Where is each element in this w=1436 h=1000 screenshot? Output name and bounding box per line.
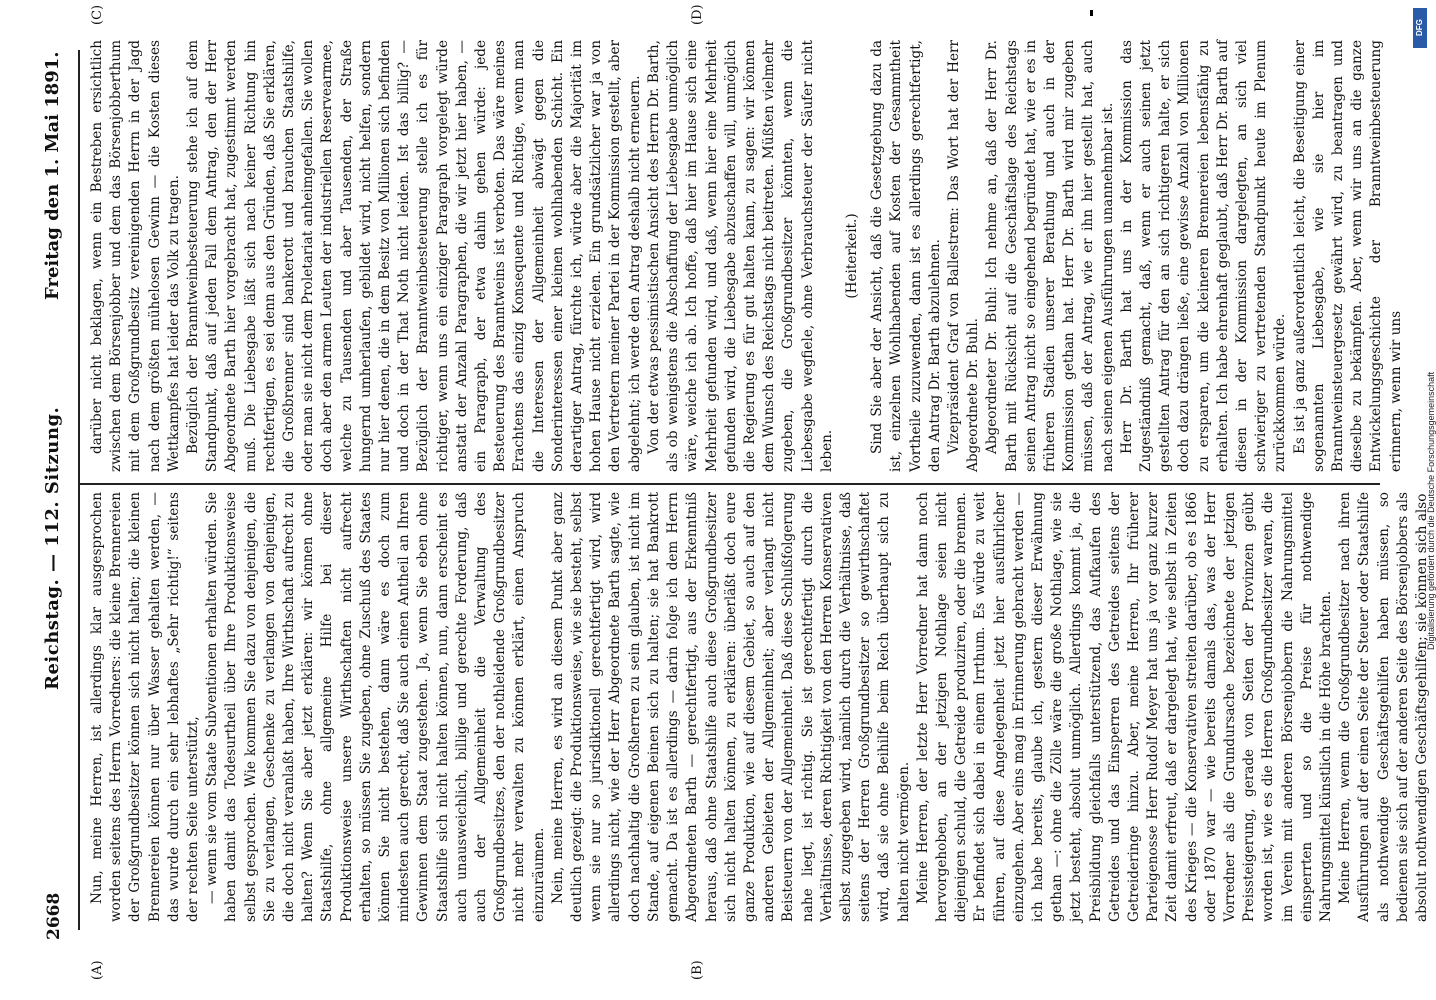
left-column xyxy=(88,492,1432,922)
page-header xyxy=(40,50,74,940)
page-number: 2668 xyxy=(44,892,64,940)
paragraph: Sind Sie aber der Ansicht, daß die Gesetzgebung dazu da ist, einzelnen Wohlhabenden auf Kosten der Gesammtheit Vortheile zuzuwenden, dann ist es allerdings gerechtfertigt, den Antrag Dr. Barth abzulehnen. xyxy=(869,40,943,472)
paragraph: Von der etwas pessimistischen Ansicht des Herrn Dr. Barth, als ob wenigstens die Abschaffung der Liebesgabe unmöglich wäre, weiche ich ab. Ich hoffe, daß hier im Hause sich eine Mehrheit gefunden wird, und daß, wenn hier eine Mehrheit gefunden wird, die Liebesgabe abzuschaffen will, unmöglich die Regierung es für gut halten kann, zu sagen: wir können dem Wunsch des Reichstags nicht beitreten. Müßten vielmehr zugeben, die Großgrundbesitzer könnten, wenn die Liebesgabe wegfiele, ohne Verbrauchsteuer der Säufer nicht leben. xyxy=(645,40,835,472)
margin-mark-c: (C) xyxy=(90,4,105,25)
speaker-paragraph: Vizepräsident Graf von Ballestrem: Das Wort hat der Herr Abgeordnete Dr. Buhl. xyxy=(945,40,982,472)
speaker-paragraph: Abgeordneter Dr. Buhl: Ich nehme an, daß der Herr Dr. Barth mit Rücksicht auf die Geschäftslage des Reichstags seinen Antrag nicht so eingehend begründet hat, wie er es in früheren Stadien unserer Berathung und auch in der Kommission gethan hat. Herr Dr. Barth wird mir zugeben müssen, daß der Antrag, wie er ihn hier gestellt hat, auch nach seinen eigenen Ausführungen unannehmbar ist. xyxy=(984,40,1116,472)
session-title: Reichstag. — 112. Sitzung. xyxy=(42,406,63,690)
interjection: (Heiterkeit.) xyxy=(843,213,860,299)
column-divider xyxy=(80,483,1380,485)
paragraph: Meine Herren, der letzte Herr Vorredner hat dann noch hervorgehoben, an der jetzigen Nothlage seien nicht diejenigen schuld, die Getreide produziren, oder die brennen. Er befindet sich dabei in einem Irrthum. Es würde zu weit führen, auf diese Angelegenheit jetzt hier ausführlicher einzugehen. Aber eins mag in Erinnerung gebracht werden — ich habe bereits, glaube ich, gestern dieser Erwähnung gethan —: ohne die Zölle wäre die große Nothlage, wie sie jetzt besteht, absolut unmöglich. Allerdings kommt ja, die Preisbildung gleichfalls unterstützend, das Aufkaufen des Getreides und das Einsperren des Getreides seitens der Getreideringe hinzu. Aber, meine Herren, Ihr früherer Parteigenosse Herr Rudolf Meyer hat uns ja vor ganz kurzer Zeit damit erfreut, daß er dargelegt hat, wie selbst in Zeiten des Krieges — die Konservativen streiten darüber, ob es 1866 oder 1870 war — wie bereits damals das, was der Herr Vorredner als die Grundursache bezeichnete der jetzigen Preissteigerung, gerade von Seiten der Provinzen geübt worden ist, wie es die Herren Großgrundbesitzer waren, die im Verein mit anderen Börsenjobbern die Nahrungsmittel einsperrten und so die Preise für nothwendige Nahrungsmittel künstlich in die Höhe brachten. xyxy=(914,492,1334,922)
paragraph: — wenn sie vom Staate Subventionen erhalten würden. Sie haben damit das Todesurtheil über Ihre Produktionsweise selbst gesprochen. Wie kommen Sie dazu von denjenigen, die Sie zu verlangen, Geschenke zu verlangen von denjenigen, die doch nicht veranlaßt haben, Ihre Wirthschaft aufrecht zu halten? Wenn Sie aber jetzt erklären: wir können ohne Staatshilfe, ohne allgemeine Hilfe bei dieser Produktionsweise unsere Wirthschaften nicht aufrecht erhalten, so müssen Sie zugeben, ohne Zuschuß des Staates können Sie nicht bestehen, dann wäre es doch zum mindesten auch gerecht, daß Sie auch einen Antheil an Ihren Gewinnen dem Staat zugestehen. Ja, wenn Sie eben ohne Staatshilfe sich nicht halten können, nun, dann erscheint es auch unausweichlich, billige und gerechte Forderung, daß auch der Allgemeinheit die Verwaltung des Großgrundbesitzes, den der nothleidende Großgrundbesitzer nicht mehr verwalten zu können erklärt, einen Anspruch einzuräumen. xyxy=(204,492,547,922)
paragraph: Bezüglich der Branntweinbesteuerung stehe ich auf dem Standpunkt, daß auf jeden Fall dem Antrag, den der Herr Abgeordnete Barth hier vorgebracht hat, zugestimmt werden muß. Die Liebesgabe läßt sich nach keiner Richtung hin rechtfertigen, es sei denn aus den Gründen, daß Sie erklären, die Großbrenner sind bankerott und brauchen Staatshilfe, oder man sie nicht dem Proletariat anheimgefallen. Sie wollen doch aber den armen Leuten der industriellen Reservearmee, welche zu Tausenden und aber Tausenden, der Straße hungernd umherlaufen, gebildet wird, nicht helfen, sondern nur hier denen, die in dem Besitz von Millionen sich befinden und doch in der That Noth nicht leiden. Ist das billig? — Bezüglich der Branntweinbesteuerung stelle ich es für richtiger, wenn uns ein einziger Paragraph vorgelegt würde anstatt der Anzahl Paragraphen, die wir jetzt hier haben, — ein Paragraph, der etwa dahin gehen würde: jede Besteuerung des Branntweins ist verboten. Das wäre meines Erachtens das einzig Konsequente und Richtige, wenn man die Interessen der Allgemeinheit abwägt gegen die Sonderinteressen einer kleinen wohlhabenden Schicht. Ein derartiger Antrag, fürchte ich, würde aber die Majorität im hohen Hause nicht erzielen. Ein grundsätzlicher war ja von den Vertretern meiner Partei in der Kommission gestellt, aber abgelehnt; ich werde den Antrag deshalb nicht erneuern. xyxy=(185,40,643,472)
margin-mark-a: (A) xyxy=(90,960,105,980)
paragraph: Es ist ja ganz außerordentlich leicht, die Beseitigung einer sogenannten Liebesgabe, wie sie hier im Branntweinsteuergesetz gewährt wird, zu beantragen und dieselbe zu bekämpfen. Aber, wenn wir uns an die ganze Entwickelungsgeschichte der Branntweinbesteuerung erinnern, wenn wir uns xyxy=(1291,40,1404,472)
header-rule xyxy=(78,50,80,930)
paragraph: Nein, meine Herren, es wird an diesem Punkt aber ganz deutlich gezeigt: die Produktionsweise, wie sie besteht, selbst wenn sie nur so jurisdiktionell gerechtfertigt wird, wird allerdings nicht, wie der Herr Abgeordnete Barth sagte, wie doch nachhaltig die Großherren zu sein glauben, ist nicht im Stande, auf eigenen Beinen sich zu halten; sie hat Bankrott gemacht. Da ist es allerdings — darin folge ich dem Herrn Abgeordneten Barth — gerechtfertigt, aus der Erkenntniß heraus, daß ohne Staatshilfe auch diese Großgrundbesitzer sich nicht halten können, zu erklären: überläßt doch eure ganze Produktion, wie auf diesem Gebiet, so auch auf den anderen Gebieten der Allgemeinheit; aber verlangt nicht Beisteuern von der Allgemeinheit. Daß diese Schlußfolgerung nahe liegt, ist richtig. Sie ist gerechtfertigt durch die Verhältnisse, deren Richtigkeit von den Herren Konservativen selbst zugegeben wird, nämlich durch die Verhältnisse, daß seitens der Herren Großgrundbesitzer so gewirthschaftet wird, daß sie ohne Beihilfe beim Reich überhaupt sich zu halten nicht vermögen. xyxy=(549,492,912,922)
paragraph: darüber nicht beklagen, wenn ein Bestreben ersichtlich zwischen dem Börsenjobber und dem das Börsenjobberthum mit dem Großgrundbesitz vereinigenden Herrn in der Jagd nach dem größten mühelosen Gewinn — die Kosten dieses Wettkampfes hat leider das Volk zu tragen. xyxy=(89,40,182,472)
paragraph: Herr Dr. Barth hat uns in der Kommission das Zugeständniß gemacht, daß, wenn er auch seinen jetzt gestellten Antrag für den an sich richtigeren halte, er sich doch dazu drängen ließe, eine gewisse Anzahl von Millionen zu ersparen, um die kleineren Brennereien lebensfähig zu erhalten. Ich habe ehrenhaft geglaubt, daß Herr Dr. Barth auf diesen in der Kommission dargelegten, an sich viel schwieriger zu vertretenden Standpunkt heute im Plenum zurückkommen würde. xyxy=(1118,40,1289,472)
scan-speck xyxy=(1090,10,1093,16)
dfg-funding-note: Digitalisierung gefördert durch die Deutsche Forschungsgemeinschaft xyxy=(1426,371,1436,650)
dfg-logo: DFG xyxy=(1413,8,1427,48)
right-column xyxy=(88,40,1406,472)
margin-mark-d: (D) xyxy=(690,4,705,25)
paragraph: Nun, meine Herren, ist allerdings klar ausgesprochen worden seitens des Herrn Vorredners: die kleine Brennereien der Großgrundbesitzer können sich nicht halten; die kleinen Brennereien können nur über Wasser gehalten werden, — das wurde durch ein sehr lebhaftes „Sehr richtig!“ seitens der rechten Seite unterstützt, xyxy=(89,492,202,922)
dfg-sidebar xyxy=(1406,0,1436,1000)
paragraph: Meine Herren, wenn die Großgrundbesitzer nach ihren Ausführungen auf der einen Seite der Steuer oder Staatshilfe als nothwendige Geschäftsgehilfen haben müssen, so bedienen sie sich auf der anderen Seite des Börsenjobbers als absolut nothwendigen Geschäftsgehilfen; sie können sich also xyxy=(1337,492,1431,922)
margin-mark-b: (B) xyxy=(690,960,705,980)
session-date: Freitag den 1. Mai 1891. xyxy=(42,51,63,300)
